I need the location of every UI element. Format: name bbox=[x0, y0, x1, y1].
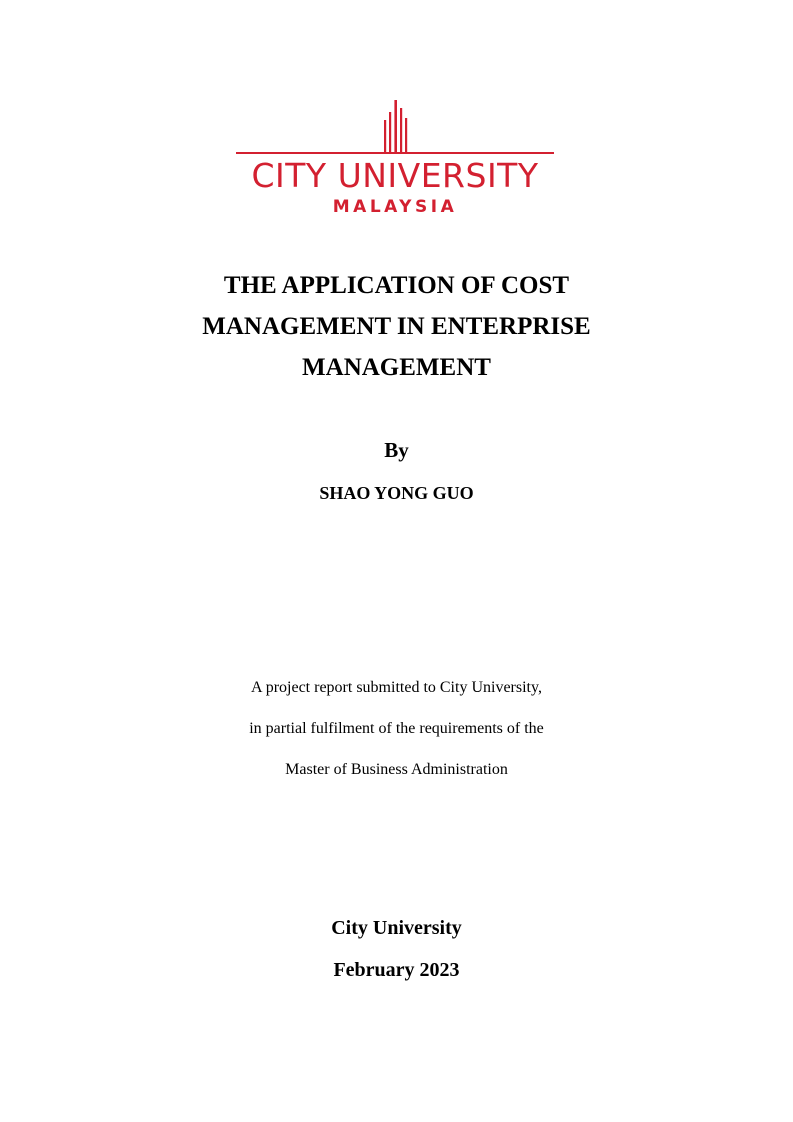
report-title bbox=[150, 265, 643, 388]
institution-name: City University bbox=[331, 917, 462, 939]
towers-icon bbox=[382, 100, 410, 152]
tower-bar bbox=[384, 120, 386, 152]
logo-subtitle: MALAYSIA bbox=[332, 197, 458, 217]
submission-statement bbox=[150, 667, 643, 790]
tower-bar bbox=[405, 118, 407, 152]
submission-line: A project report submitted to City University, bbox=[251, 679, 542, 696]
submission-date: February 2023 bbox=[333, 959, 460, 981]
title-line: THE APPLICATION OF COST bbox=[223, 272, 570, 299]
title-line: MANAGEMENT IN ENTERPRISE bbox=[202, 313, 591, 340]
title-line: MANAGEMENT bbox=[302, 354, 491, 381]
by-label: By bbox=[384, 438, 409, 462]
tower-bar bbox=[394, 100, 397, 152]
submission-line: Master of Business Administration bbox=[285, 761, 508, 778]
tower-bar bbox=[400, 108, 402, 152]
logo-name: CITY UNIVERSITY bbox=[251, 156, 539, 195]
author-name: SHAO YONG GUO bbox=[319, 483, 474, 503]
tower-bar bbox=[389, 112, 391, 152]
logo-rule bbox=[236, 152, 554, 154]
university-logo bbox=[236, 100, 554, 220]
submission-line: in partial fulfilment of the requirements of the bbox=[249, 720, 544, 737]
